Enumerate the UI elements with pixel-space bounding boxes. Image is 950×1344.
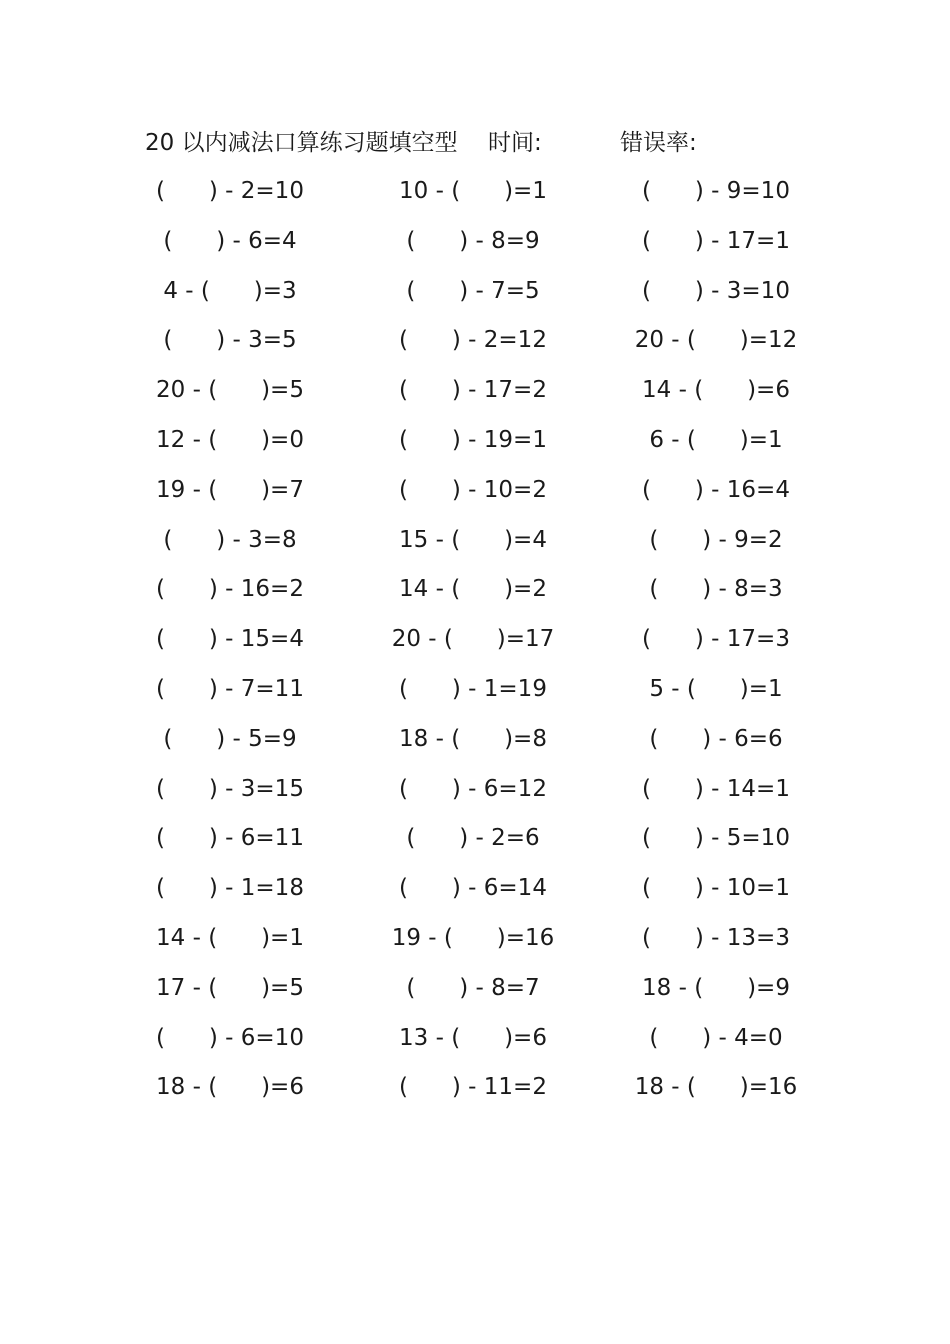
problem-item: ( ) - 3=15 — [156, 775, 304, 802]
problem-item: ( ) - 6=14 — [399, 875, 547, 902]
problem-row — [0, 470, 950, 520]
problem-row — [0, 918, 950, 968]
problem-item: ( ) - 14=1 — [642, 775, 790, 802]
problem-item: ( ) - 1=18 — [156, 875, 304, 902]
problem-item: ( ) - 1=19 — [399, 675, 547, 702]
problem-item: ( ) - 10=2 — [399, 476, 547, 503]
problem-item: 19 - ( )=7 — [156, 476, 304, 503]
problem-item: 6 - ( )=1 — [649, 426, 783, 453]
problem-row — [0, 769, 950, 819]
problem-row — [0, 719, 950, 769]
problem-item: 10 - ( )=1 — [399, 178, 547, 204]
problem-item: 14 - ( )=6 — [642, 377, 790, 404]
problem-row — [0, 370, 950, 420]
problem-item: ( ) - 9=2 — [649, 526, 783, 553]
error-rate-label: 错误率: — [620, 130, 697, 156]
problem-row — [0, 221, 950, 271]
problem-item: ( ) - 8=7 — [406, 974, 540, 1001]
problem-item: ( ) - 16=2 — [156, 576, 304, 603]
problem-row — [0, 818, 950, 868]
problem-row — [0, 619, 950, 669]
problem-item: ( ) - 8=3 — [649, 576, 783, 603]
problem-item: 20 - ( )=12 — [634, 327, 798, 354]
worksheet-header — [145, 126, 765, 160]
problem-item: 13 - ( )=6 — [399, 1024, 547, 1051]
problem-item: 18 - ( )=9 — [642, 974, 790, 1001]
problem-item: ( ) - 5=10 — [642, 825, 790, 852]
problem-item: 19 - ( )=16 — [391, 924, 555, 951]
problem-item: ( ) - 5=9 — [163, 725, 297, 752]
problem-item: ( ) - 17=1 — [642, 227, 790, 254]
problem-item: ( ) - 6=6 — [649, 725, 783, 752]
problem-item: ( ) - 4=0 — [649, 1024, 783, 1051]
worksheet-title: 20 以内减法口算练习题填空型 — [145, 130, 458, 156]
problem-row — [0, 271, 950, 321]
problem-item: ( ) - 7=11 — [156, 675, 304, 702]
problem-item: ( ) - 16=4 — [642, 476, 790, 503]
problem-item: ( ) - 17=3 — [642, 626, 790, 653]
problem-item: 20 - ( )=5 — [156, 377, 304, 404]
problem-item: 18 - ( )=6 — [156, 1074, 304, 1101]
problem-item: 18 - ( )=16 — [634, 1074, 798, 1101]
problem-row — [0, 569, 950, 619]
problem-item: 14 - ( )=2 — [399, 576, 547, 603]
problem-item: ( ) - 13=3 — [642, 924, 790, 951]
problem-item: 4 - ( )=3 — [163, 277, 297, 304]
problem-item: ( ) - 8=9 — [406, 227, 540, 254]
problem-item: ( ) - 2=12 — [399, 327, 547, 354]
problem-item: 5 - ( )=1 — [649, 675, 783, 702]
problem-item: ( ) - 2=10 — [156, 178, 304, 204]
problem-item: 15 - ( )=4 — [399, 526, 547, 553]
problem-item: ( ) - 6=12 — [399, 775, 547, 802]
problem-item: ( ) - 9=10 — [642, 178, 790, 204]
problem-item: ( ) - 3=8 — [163, 526, 297, 553]
problem-item: ( ) - 19=1 — [399, 426, 547, 453]
problem-item: 18 - ( )=8 — [399, 725, 547, 752]
problem-row — [0, 520, 950, 570]
problem-item: ( ) - 3=5 — [163, 327, 297, 354]
problem-row — [0, 320, 950, 370]
problem-item: 14 - ( )=1 — [156, 924, 304, 951]
problem-row — [0, 669, 950, 719]
problem-item: ( ) - 11=2 — [399, 1074, 547, 1101]
problem-item: ( ) - 2=6 — [406, 825, 540, 852]
problem-row — [0, 1067, 950, 1117]
problem-row — [0, 420, 950, 470]
problem-item: ( ) - 17=2 — [399, 377, 547, 404]
problem-item: ( ) - 7=5 — [406, 277, 540, 304]
problem-item: ( ) - 10=1 — [642, 875, 790, 902]
problem-item: ( ) - 6=10 — [156, 1024, 304, 1051]
problem-item: 17 - ( )=5 — [156, 974, 304, 1001]
problem-row — [0, 171, 950, 221]
problem-item: ( ) - 3=10 — [642, 277, 790, 304]
time-label: 时间: — [488, 130, 542, 156]
problem-row — [0, 868, 950, 918]
problem-item: ( ) - 6=4 — [163, 227, 297, 254]
problem-item: 20 - ( )=17 — [391, 626, 555, 653]
problem-item: ( ) - 15=4 — [156, 626, 304, 653]
problem-item: 12 - ( )=0 — [156, 426, 304, 453]
problem-row — [0, 968, 950, 1018]
problem-grid — [0, 171, 950, 1117]
problem-row — [0, 1018, 950, 1068]
problem-item: ( ) - 6=11 — [156, 825, 304, 852]
